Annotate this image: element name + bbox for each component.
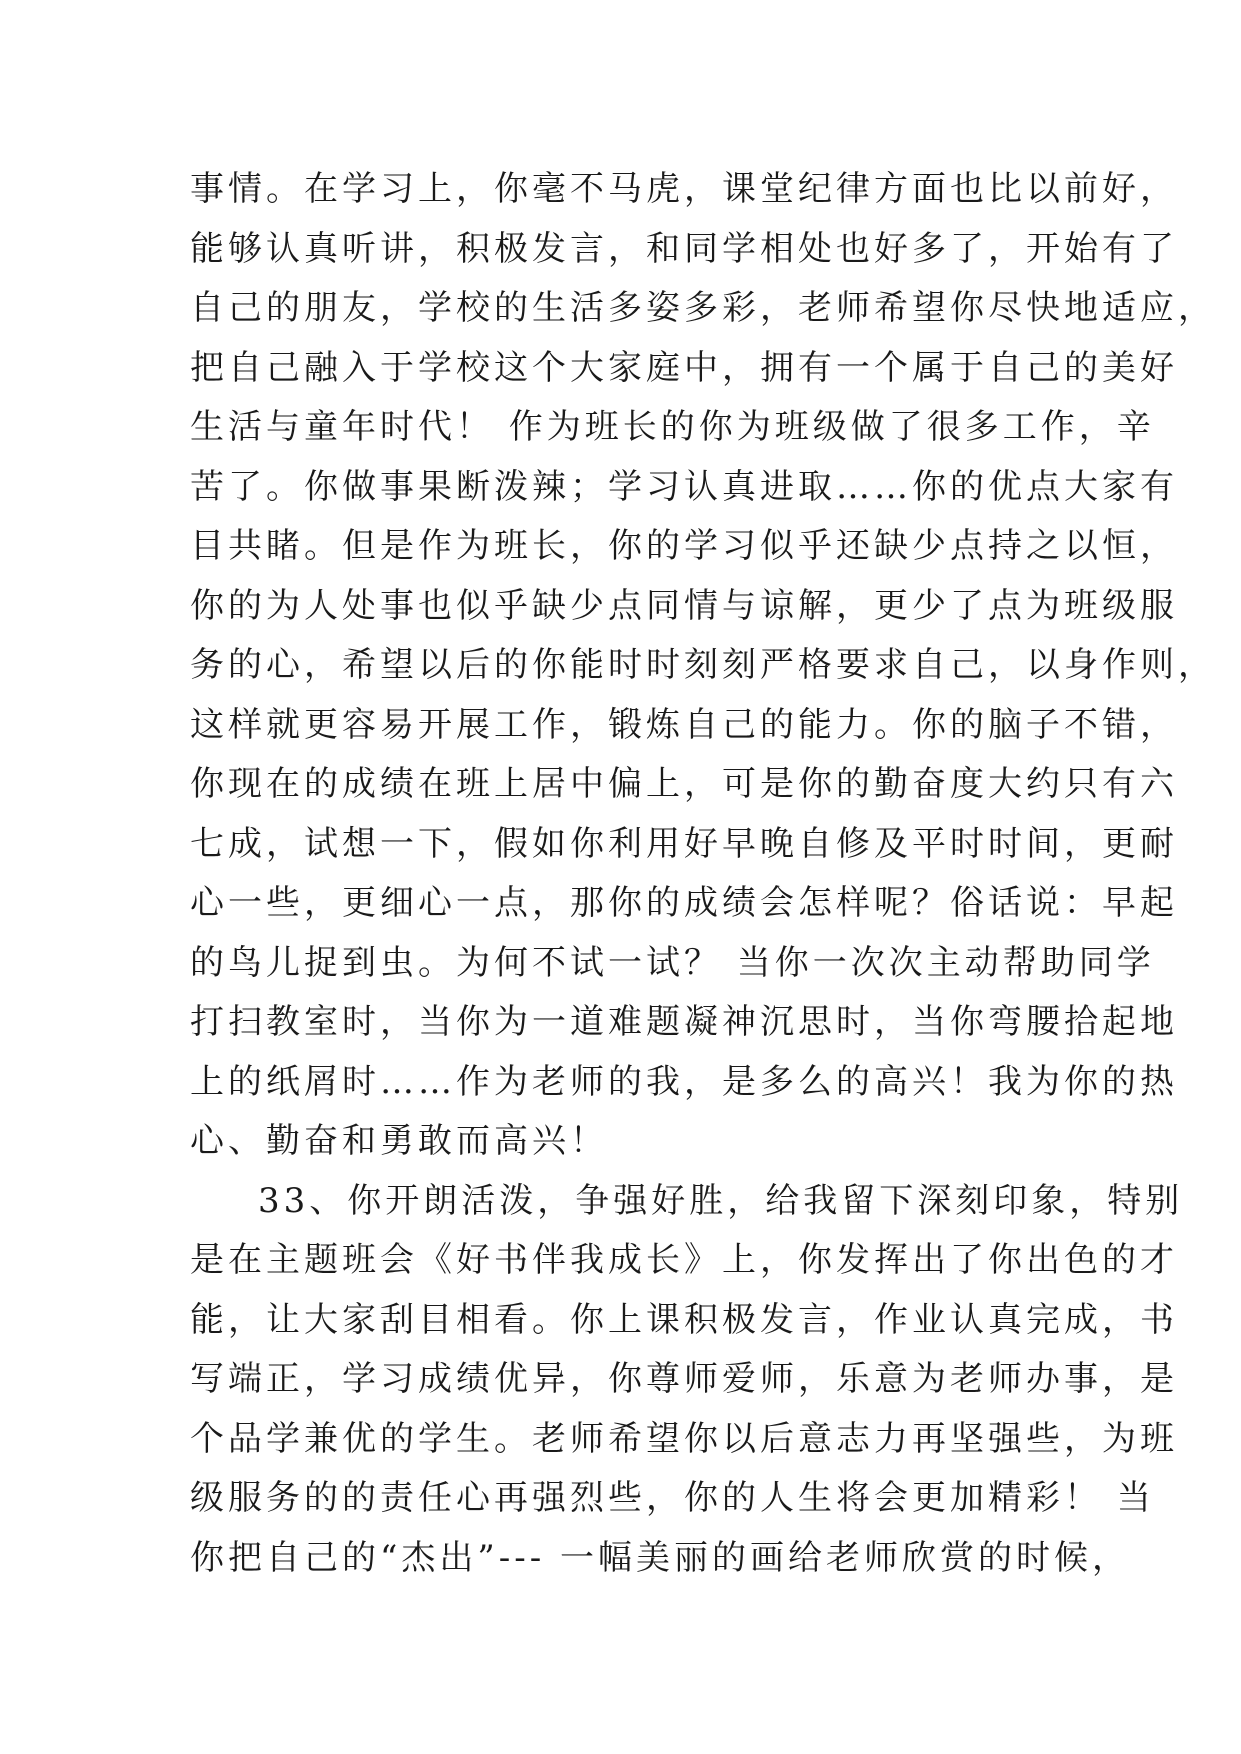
text-line: 心、勤奋和勇敢而高兴！ (190, 1121, 608, 1161)
document-body (190, 160, 1216, 1588)
text-line: 七成，试想一下，假如你利用好早晚自修及平时时间，更耐 (190, 823, 1178, 864)
text-line: 把自己融入于学校这个大家庭中，拥有一个属于自己的美好 (190, 347, 1178, 388)
text-line: 你把自己的“杰出”--- 一幅美丽的画给老师欣赏的时候， (190, 1537, 1131, 1578)
text-line: 能够认真听讲，积极发言，和同学相处也好多了，开始有了 (190, 228, 1178, 269)
text-line: 是在主题班会《好书伴我成长》上，你发挥出了你出色的才 (190, 1240, 1178, 1280)
text-line: 能，让大家刮目相看。你上课积极发言，作业认真完成，书 (190, 1299, 1178, 1340)
text-line: 事情。在学习上，你毫不马虎，课堂纪律方面也比以前好， (190, 169, 1178, 209)
text-line: 心一些，更细心一点，那你的成绩会怎样呢？俗话说：早起 (190, 883, 1178, 923)
text-line: 目共睹。但是作为班长，你的学习似乎还缺少点持之以恒， (190, 526, 1178, 566)
text-line: 这样就更容易开展工作，锻炼自己的能力。你的脑子不错， (190, 704, 1178, 745)
text-line: 的鸟儿捉到虫。为何不试一试？ 当你一次次主动帮助同学 (190, 942, 1155, 983)
text-line: 自己的朋友，学校的生活多姿多彩，老师希望你尽快地适应， (190, 288, 1216, 328)
text-line: 务的心，希望以后的你能时时刻刻严格要求自己，以身作则， (190, 645, 1216, 685)
text-line: 个品学兼优的学生。老师希望你以后意志力再坚强些，为班 (190, 1418, 1178, 1459)
paragraph-start-line: 33、你开朗活泼，争强好胜，给我留下深刻印象，特别 (258, 1180, 1184, 1221)
text-line: 打扫教室时，当你为一道难题凝神沉思时，当你弯腰拾起地 (190, 1002, 1178, 1042)
text-line: 写端正，学习成绩优异，你尊师爱师，乐意为老师办事，是 (190, 1359, 1178, 1399)
text-line: 生活与童年时代！ 作为班长的你为班级做了很多工作，辛 (190, 407, 1155, 447)
text-line: 级服务的的责任心再强烈些，你的人生将会更加精彩！ 当 (190, 1478, 1155, 1518)
text-line: 上的纸屑时……作为老师的我，是多么的高兴！我为你的热 (190, 1061, 1178, 1102)
text-line: 苦了。你做事果断泼辣；学习认真进取……你的优点大家有 (190, 466, 1178, 507)
text-line: 你现在的成绩在班上居中偏上，可是你的勤奋度大约只有六 (190, 764, 1178, 804)
text-line: 你的为人处事也似乎缺少点同情与谅解，更少了点为班级服 (190, 585, 1178, 626)
